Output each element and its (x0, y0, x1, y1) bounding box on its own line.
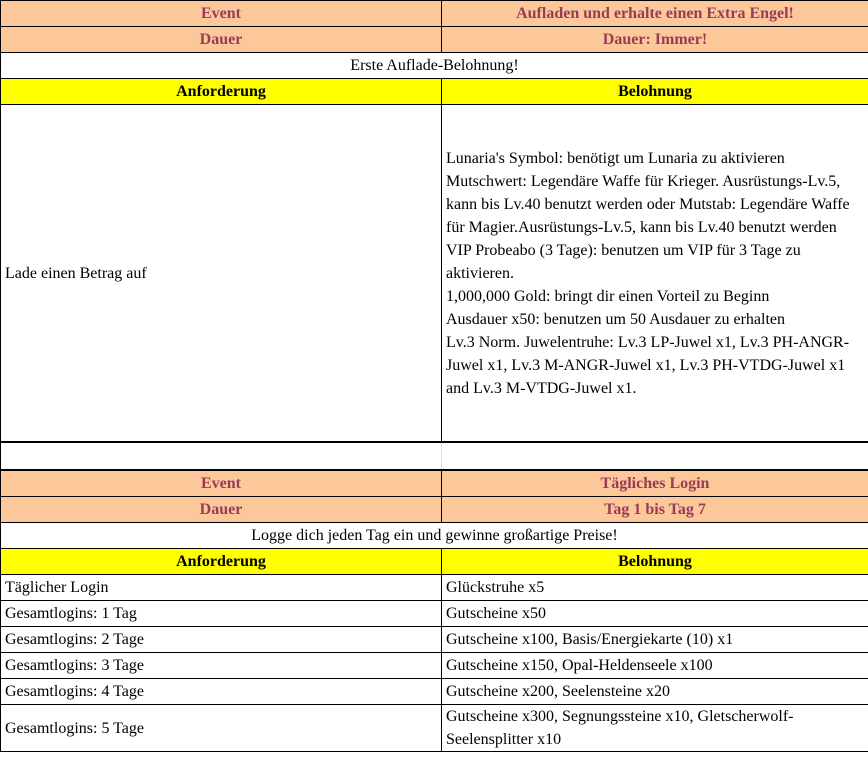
spacer-row (1, 442, 868, 470)
table-row (1, 679, 868, 705)
reward-line: Lunaria's Symbol: benötigt um Lunaria zu aktivieren (446, 149, 785, 167)
section-title: Erste Auflade-Belohnung! (1, 53, 868, 79)
requirement-header: Anforderung (1, 549, 442, 575)
reward-cell: Gutscheine x150, Opal-Heldenseele x100 (442, 653, 868, 679)
requirement-cell: Lade einen Betrag auf (1, 105, 442, 443)
event-value: Tägliches Login (442, 470, 868, 497)
reward-line: Mutschwert: Legendäre Waffe für Krieger. Ausrüstungs-Lv.5, kann bis Lv.40 benutzt werden oder Mutstab: Legendäre Waffe für Magier.Ausrüstungs-Lv.5, kann bis Lv.40 benutzt werden (446, 172, 850, 236)
spacer-cell (442, 442, 868, 470)
reward-line: Ausdauer x50: benutzen um 50 Ausdauer zu erhalten (446, 310, 786, 328)
requirement-cell: Gesamtlogins: 1 Tag (1, 601, 442, 627)
duration-label: Dauer (1, 27, 442, 53)
reward-cell: Gutscheine x50 (442, 601, 868, 627)
requirement-cell: Gesamtlogins: 2 Tage (1, 627, 442, 653)
requirement-cell: Gesamtlogins: 4 Tage (1, 679, 442, 705)
duration-value: Dauer: Immer! (442, 27, 868, 53)
duration-value: Tag 1 bis Tag 7 (442, 497, 868, 523)
duration-label: Dauer (1, 497, 442, 523)
spacer-cell (1, 442, 442, 470)
reward-line: 1,000,000 Gold: bringt dir einen Vorteil zu Beginn (446, 287, 770, 305)
reward-header: Belohnung (442, 79, 868, 105)
reward-cell: Gutscheine x300, Segnungssteine x10, Gletscherwolf-Seelensplitter x10 (442, 705, 868, 752)
reward-line: VIP Probeabo (3 Tage): benutzen um VIP für 3 Tage zu aktivieren. (446, 241, 801, 282)
reward-cell: Gutscheine x100, Basis/Energiekarte (10) x1 (442, 627, 868, 653)
reward-line: Lv.3 Norm. Juwelentruhe: Lv.3 LP-Juwel x1, Lv.3 PH-ANGR-Juwel x1, Lv.3 M-ANGR-Juwel x1, Lv.3 PH-VTDG-Juwel x1 and Lv.3 M-VTDG-Juwel x1. (446, 333, 850, 397)
table-row (1, 653, 868, 679)
login-header-row (1, 549, 868, 575)
reward-cell: Gutscheine x200, Seelensteine x20 (442, 679, 868, 705)
recharge-reward-row (1, 105, 868, 443)
event-label: Event (1, 1, 442, 27)
requirement-cell: Gesamtlogins: 5 Tage (1, 705, 442, 752)
requirement-cell: Täglicher Login (1, 575, 442, 601)
event-value: Aufladen und erhalte einen Extra Engel! (442, 1, 868, 27)
login-duration-row (1, 497, 868, 523)
section-title: Logge dich jeden Tag ein und gewinne großartige Preise! (1, 523, 868, 549)
table-row (1, 705, 868, 752)
recharge-title-row (1, 53, 868, 79)
reward-cell: Glückstruhe x5 (442, 575, 868, 601)
event-label: Event (1, 470, 442, 497)
recharge-event-row (1, 1, 868, 27)
login-title-row (1, 523, 868, 549)
recharge-header-row (1, 79, 868, 105)
login-event-row (1, 470, 868, 497)
reward-cell (442, 105, 868, 443)
requirement-header: Anforderung (1, 79, 442, 105)
table-row (1, 627, 868, 653)
requirement-cell: Gesamtlogins: 3 Tage (1, 653, 442, 679)
reward-header: Belohnung (442, 549, 868, 575)
table-row (1, 575, 868, 601)
recharge-duration-row (1, 27, 868, 53)
table-row (1, 601, 868, 627)
